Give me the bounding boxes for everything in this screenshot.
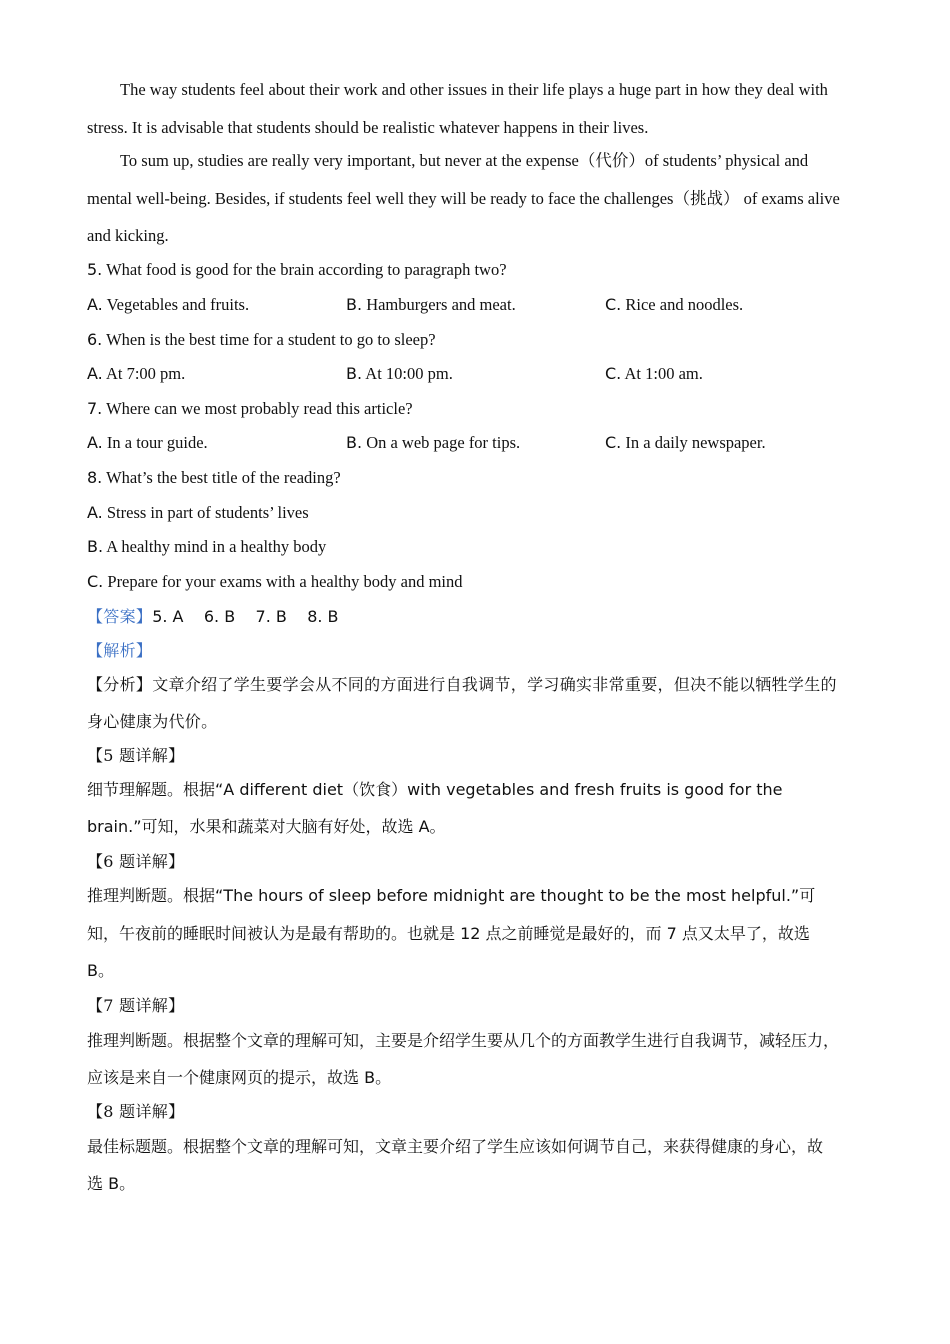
analysis-summary-line1: 【分析】文章介绍了学生要学会从不同的方面进行自我调节，学习确实非常重要，但决不能以牺牲学生的 <box>87 675 837 694</box>
q5-option-c <box>605 295 743 315</box>
option-letter: A. <box>87 503 103 522</box>
option-text: Rice and noodles. <box>625 295 744 314</box>
question-number: 5. <box>87 260 103 279</box>
passage-p1-line2: stress. It is advisable that students should be realistic whatever happens in their lives. <box>87 118 649 137</box>
q6-option-b <box>346 364 453 384</box>
answer-label: 【答案】 <box>87 607 153 626</box>
question-text: When is the best time for a student to go to sleep? <box>106 330 436 349</box>
q5-explain-line2: brain.”可知，水果和蔬菜对大脑有好处，故选 A。 <box>87 817 446 836</box>
q7-explain-line2: 应该是来自一个健康网页的提示，故选 B。 <box>87 1068 392 1087</box>
q7-explain-heading: 【7 题详解】 <box>87 996 185 1015</box>
question-number: 7. <box>87 399 103 418</box>
option-letter: B. <box>346 364 363 383</box>
option-text: At 7:00 pm. <box>105 364 186 383</box>
option-text: Hamburgers and meat. <box>366 295 516 314</box>
q6-option-a <box>87 364 185 384</box>
passage-p2-line2: mental well-being. Besides, if students feel well they will be ready to face the challenges（挑战） of exams alive <box>87 189 840 208</box>
q6-explain-line3: B。 <box>87 961 114 980</box>
q5-explain-heading: 【5 题详解】 <box>87 746 185 765</box>
option-text: Stress in part of students’ lives <box>106 503 309 522</box>
q8-explain-heading: 【8 题详解】 <box>87 1102 185 1121</box>
option-letter: C. <box>605 364 622 383</box>
q7-option-b <box>346 433 520 453</box>
option-text: Vegetables and fruits. <box>106 295 250 314</box>
option-letter: A. <box>87 364 103 383</box>
answer-line <box>87 607 339 627</box>
option-letter: C. <box>605 295 622 314</box>
q7-option-a <box>87 433 208 453</box>
q7-explain-line1: 推理判断题。根据整个文章的理解可知，主要是介绍学生要从几个的方面教学生进行自我调节，减轻压力， <box>87 1031 840 1050</box>
q5-option-b <box>346 295 516 315</box>
question-6 <box>87 330 436 350</box>
q6-explain-heading: 【6 题详解】 <box>87 852 185 871</box>
q8-option-a <box>87 503 309 523</box>
q7-option-c <box>605 433 766 453</box>
option-letter: B. <box>87 537 104 556</box>
q8-explain-line2: 选 B。 <box>87 1174 136 1193</box>
question-5 <box>87 260 507 280</box>
q5-explain-line1: 细节理解题。根据“A different diet（饮食）with vegetables and fresh fruits is good for the <box>87 780 783 799</box>
option-text: On a web page for tips. <box>366 433 521 452</box>
question-8 <box>87 468 341 488</box>
question-text: Where can we most probably read this article? <box>106 399 413 418</box>
option-letter: C. <box>87 572 104 591</box>
question-text: What food is good for the brain according to paragraph two? <box>106 260 507 279</box>
analysis-label: 【解析】 <box>87 641 153 660</box>
question-number: 6. <box>87 330 103 349</box>
option-letter: A. <box>87 295 103 314</box>
option-letter: C. <box>605 433 622 452</box>
option-text: A healthy mind in a healthy body <box>106 537 327 556</box>
option-text: At 10:00 pm. <box>365 364 453 383</box>
passage-p2-line3: and kicking. <box>87 226 169 245</box>
analysis-summary-line2: 身心健康为代价。 <box>87 712 218 731</box>
q8-option-c <box>87 572 463 592</box>
question-number: 8. <box>87 468 103 487</box>
question-text: What’s the best title of the reading? <box>106 468 341 487</box>
option-letter: B. <box>346 295 363 314</box>
option-text: Prepare for your exams with a healthy body and mind <box>107 572 463 591</box>
option-text: At 1:00 am. <box>624 364 703 383</box>
q6-option-c <box>605 364 703 384</box>
answer-values: 5. A 6. B 7. B 8. B <box>152 607 339 626</box>
q8-option-b <box>87 537 326 557</box>
option-letter: B. <box>346 433 363 452</box>
passage-p1-line1: The way students feel about their work and other issues in their life plays a huge part in how they deal with <box>120 80 828 99</box>
q6-explain-line2: 知，午夜前的睡眠时间被认为是最有帮助的。也就是 12 点之前睡觉是最好的，而 7 点又太早了，故选 <box>87 924 810 943</box>
q8-explain-line1: 最佳标题题。根据整个文章的理解可知，文章主要介绍了学生应该如何调节自己，来获得健康的身心，故 <box>87 1137 824 1156</box>
option-text: In a tour guide. <box>106 433 208 452</box>
passage-p2-line1: To sum up, studies are really very important, but never at the expense（代价）of students’ physical and <box>120 151 809 170</box>
option-letter: A. <box>87 433 103 452</box>
q6-explain-line1: 推理判断题。根据“The hours of sleep before midnight are thought to be the most helpful.”可 <box>87 886 816 905</box>
q5-option-a <box>87 295 249 315</box>
option-text: In a daily newspaper. <box>625 433 766 452</box>
question-7 <box>87 399 413 419</box>
